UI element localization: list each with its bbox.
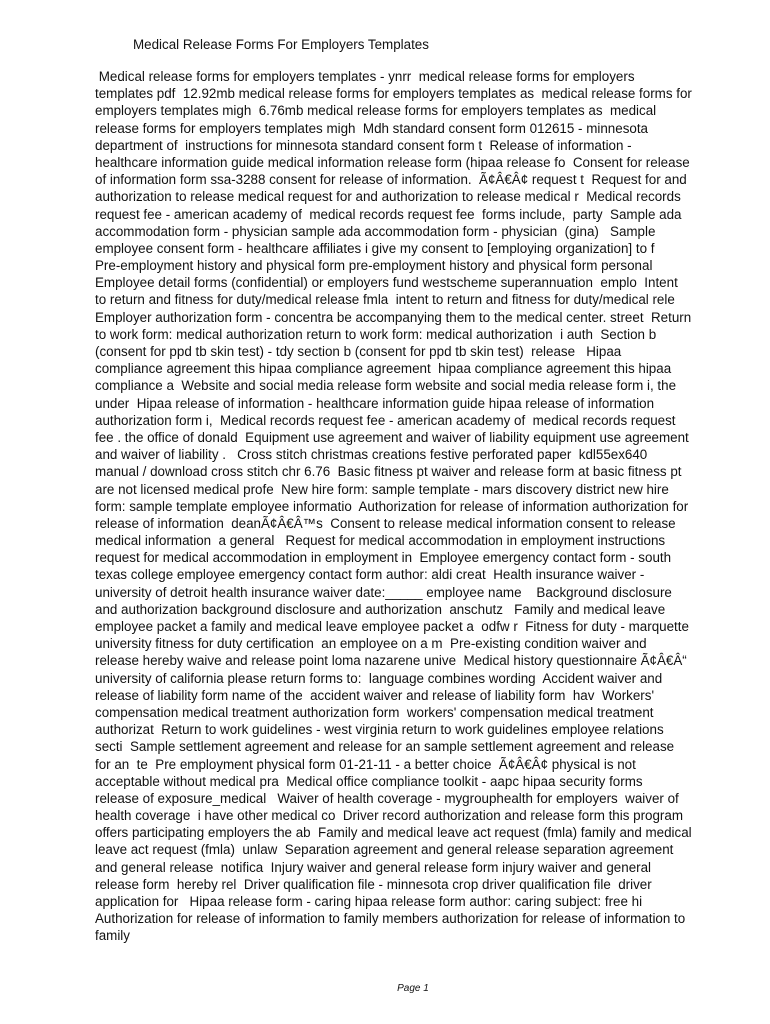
body-text-line: Employer authorization form - concentra be accompanying them to the medical center. street Return (95, 309, 692, 325)
body-text-line: request fee - american academy of medical records request fee forms include, party Sample ada (95, 206, 682, 222)
body-text-line: health coverage i have other medical co Driver record authorization and release form this program (95, 808, 683, 824)
body-text-line: under Hipaa release of information - healthcare information guide hipaa release of information (95, 395, 655, 411)
body-text-line: authorizat Return to work guidelines - west virginia return to work guidelines employee relations (95, 722, 664, 738)
body-text-line: release of information deanÃ¢Â€Â™s Consent to release medical information consent to release (95, 515, 676, 531)
body-text-line: Authorization for release of information to family members authorization for release of information to (95, 911, 686, 927)
body-text-line: release forms for employers templates migh Mdh standard consent form 012615 - minnesota (95, 120, 648, 136)
body-text-line: are not licensed medical profe New hire form: sample template - mars discovery district new hire (95, 481, 669, 497)
body-text-line: fee . the office of donald Equipment use agreement and waiver of liability equipment use agreement (95, 429, 689, 445)
body-text-line: authorization form i, Medical records request fee - american academy of medical records request (95, 412, 676, 428)
body-text-line: and waiver of liability . Cross stitch christmas creations festive perforated paper kdl55ex640 (95, 447, 648, 463)
body-text-line: secti Sample settlement agreement and release for an sample settlement agreement and release (95, 739, 675, 755)
body-text-line: authorization to release medical request for and authorization to release medical r Medical records (95, 189, 681, 205)
body-text-line: application for Hipaa release form - caring hipaa release form author: caring subject: free hi (95, 894, 643, 909)
body-text-line: accommodation form - physician sample ada accommodation form - physician (gina) Sample (95, 223, 656, 239)
body-text-line: of information form ssa-3288 consent for release of information. Ã¢Â€Â¢ request t Request for and (95, 172, 687, 188)
body-text-line: manual / download cross stitch chr 6.76 Basic fitness pt waiver and release form at basic fitness pt (95, 464, 682, 480)
body-text-line: form: sample template employee informatio Authorization for release of information authorization for (95, 498, 689, 514)
body-text-line: templates pdf 12.92mb medical release forms for employers templates as medical release forms for (95, 86, 692, 102)
body-text-line: Medical release forms for employers templates - ynrr medical release forms for employers (95, 69, 635, 84)
body-text-line: family (95, 928, 130, 944)
body-text-line: and authorization background disclosure and authorization anschutz Family and medical leave (95, 601, 666, 617)
body-text-line: compliance agreement this hipaa compliance agreement hipaa compliance agreement this hipaa (95, 361, 672, 377)
body-text-line: leave act request (fmla) unlaw Separation agreement and general release separation agreement (95, 842, 674, 858)
body-text-line: release form hereby rel Driver qualification file - minnesota crop driver qualification file driver (95, 876, 652, 892)
page-number: Page 1 (397, 983, 429, 994)
document-body (95, 68, 745, 945)
body-text-line: release of exposure_medical Waiver of health coverage - mygrouphealth for employers waiver of (95, 790, 679, 806)
body-text-line: offers participating employers the ab Family and medical leave act request (fmla) family and medical (95, 825, 692, 841)
body-text-line: compliance a Website and social media release form website and social media release form i, the (95, 378, 677, 394)
body-text-line: to work form: medical authorization return to work form: medical authorization i auth Section b (95, 326, 657, 342)
body-text-line: acceptable without medical pra Medical office compliance toolkit - aapc hipaa security forms (95, 773, 643, 789)
body-text-line: for an te Pre employment physical form 01-21-11 - a better choice Ã¢Â€Â¢ physical is not (95, 756, 636, 772)
body-text-line: healthcare information guide medical information release form (hipaa release fo Consent for release (95, 154, 690, 170)
body-text-line: university fitness for duty certification an employee on a m Pre-existing condition waiver and (95, 636, 647, 652)
body-text-line: request for medical accommodation in employment in Employee emergency contact form - south (95, 550, 672, 566)
body-text-line: release of liability form name of the accident waiver and release of liability form hav Workers' (95, 687, 655, 703)
body-text-line: employee consent form - healthcare affiliates i give my consent to [employing organization] to f (95, 240, 655, 256)
body-text-line: compensation medical treatment authorization form workers' compensation medical treatment (95, 704, 654, 720)
body-text-line: (consent for ppd tb skin test) - tdy section b (consent for ppd tb skin test) release Hipaa (95, 344, 622, 359)
body-text-line: employee packet a family and medical leave employee packet a odfw r Fitness for duty - marquette (95, 619, 689, 634)
body-text-line: employers templates migh 6.76mb medical release forms for employers templates as medical (95, 103, 657, 119)
body-text-line: Employee detail forms (confidential) or employers fund westscheme superannuation emplo Intent (95, 275, 678, 291)
body-text-line: and general release notifica Injury waiver and general release form injury waiver and general (95, 859, 652, 875)
body-text-line: medical information a general Request for medical accommodation in employment instructions (95, 533, 666, 549)
body-text-line: university of california please return forms to: language combines wording Accident waiver and (95, 670, 663, 686)
body-text-line: department of instructions for minnesota standard consent form t Release of information - (95, 137, 632, 153)
body-text-line: Pre-employment history and physical form pre-employment history and physical form personal (95, 258, 653, 274)
body-text-line: release hereby waive and release point loma nazarene unive Medical history questionnaire Ã¢Â€Â“ (95, 653, 687, 669)
body-text-line: texas college employee emergency contact form author: aldi creat Health insurance waiver - (95, 567, 645, 583)
body-text-line: university of detroit health insurance waiver date:_____ employee name Background disclosure (95, 584, 672, 600)
document-title: Medical Release Forms For Employers Templates (133, 37, 429, 52)
body-text-line: to return and fitness for duty/medical release fmla intent to return and fitness for duty/medical rele (95, 292, 675, 308)
